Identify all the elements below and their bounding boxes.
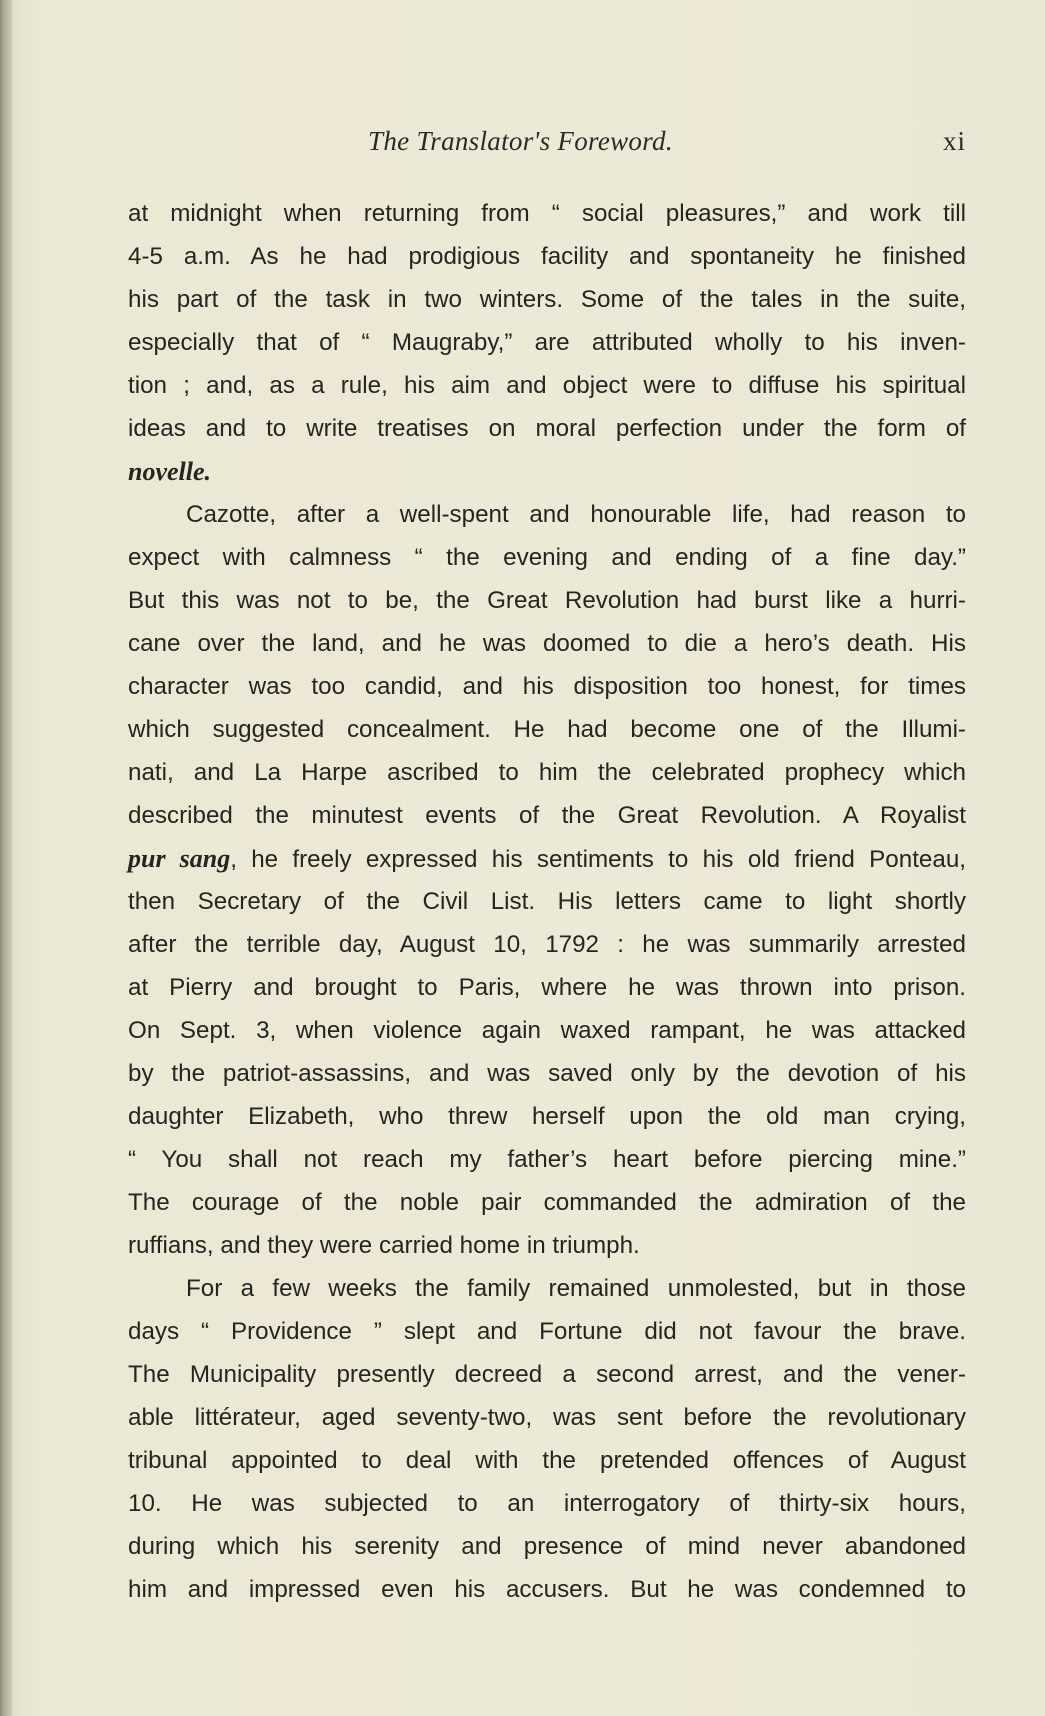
book-spine-shadow [0, 0, 12, 1716]
text-line: described the minutest events of the Great Revolution. A Royalist [128, 802, 966, 829]
text-line: tribunal appointed to deal with the pretended offences of August [128, 1447, 966, 1474]
text-segment: , he freely expressed his sentiments to his old friend Ponteau, [230, 846, 966, 873]
text-line: able littérateur, aged seventy-two, was sent before the revolutionary [128, 1404, 966, 1431]
text-line: ruffians, and they were carried home in triumph. [128, 1232, 640, 1259]
text-line: days “ Providence ” slept and Fortune did not favour the brave. [128, 1318, 966, 1345]
text-line: character was too candid, and his disposition too honest, for times [128, 673, 966, 700]
text-line: 4-5 a.m. As he had prodigious facility and spontaneity he finished [128, 243, 966, 270]
text-line: On Sept. 3, when violence again waxed rampant, he was attacked [128, 1017, 966, 1044]
text-line: him and impressed even his accusers. But he was condemned to [128, 1576, 966, 1603]
text-line [128, 493, 966, 536]
text-line: which suggested concealment. He had become one of the Illumi- [128, 716, 966, 743]
italic-word: novelle. [128, 457, 212, 486]
text-line: during which his serenity and presence of mind never abandoned [128, 1533, 966, 1560]
text-segment: Cazotte, after a well-spent and honourable life, had reason to [186, 501, 966, 528]
running-head: The Translator's Foreword. [368, 126, 673, 156]
page-number: xi [942, 126, 966, 156]
text-line: The courage of the noble pair commanded the admiration of the [128, 1189, 966, 1216]
text-line [128, 450, 966, 493]
text-segment: For a few weeks the family remained unmolested, but in those [186, 1275, 966, 1302]
text-line [128, 1267, 966, 1310]
text-line: But this was not to be, the Great Revolution had burst like a hurri- [128, 587, 966, 614]
text-line: nati, and La Harpe ascribed to him the celebrated prophecy which [128, 759, 966, 786]
italic-phrase: pur sang [128, 844, 231, 873]
body-text [128, 192, 966, 1611]
text-line: cane over the land, and he was doomed to die a hero’s death. His [128, 630, 966, 657]
text-line: The Municipality presently decreed a second arrest, and the vener- [128, 1361, 966, 1388]
text-line: at Pierry and brought to Paris, where he was thrown into prison. [128, 974, 966, 1001]
text-line: “ You shall not reach my father’s heart before piercing mine.” [128, 1146, 966, 1173]
text-line: at midnight when returning from “ social pleasures,” and work till [128, 200, 966, 227]
text-line: especially that of “ Maugraby,” are attributed wholly to his inven- [128, 329, 966, 356]
text-line: daughter Elizabeth, who threw herself upon the old man crying, [128, 1103, 966, 1130]
paragraph-1 [128, 192, 966, 493]
text-line: by the patriot-assassins, and was saved only by the devotion of his [128, 1060, 966, 1087]
text-line: ideas and to write treatises on moral perfection under the form of [128, 415, 966, 442]
paragraph-2 [128, 493, 966, 1267]
paragraph-3 [128, 1267, 966, 1611]
text-line: his part of the task in two winters. Some of the tales in the suite, [128, 286, 966, 313]
text-line: tion ; and, as a rule, his aim and object were to diffuse his spiritual [128, 372, 966, 399]
text-line: then Secretary of the Civil List. His letters came to light shortly [128, 888, 966, 915]
text-line: 10. He was subjected to an interrogatory of thirty-six hours, [128, 1490, 966, 1517]
text-line: expect with calmness “ the evening and ending of a fine day.” [128, 544, 966, 571]
text-line [128, 837, 966, 880]
page-header [128, 120, 966, 160]
text-line: after the terrible day, August 10, 1792 : he was summarily arrested [128, 931, 966, 958]
